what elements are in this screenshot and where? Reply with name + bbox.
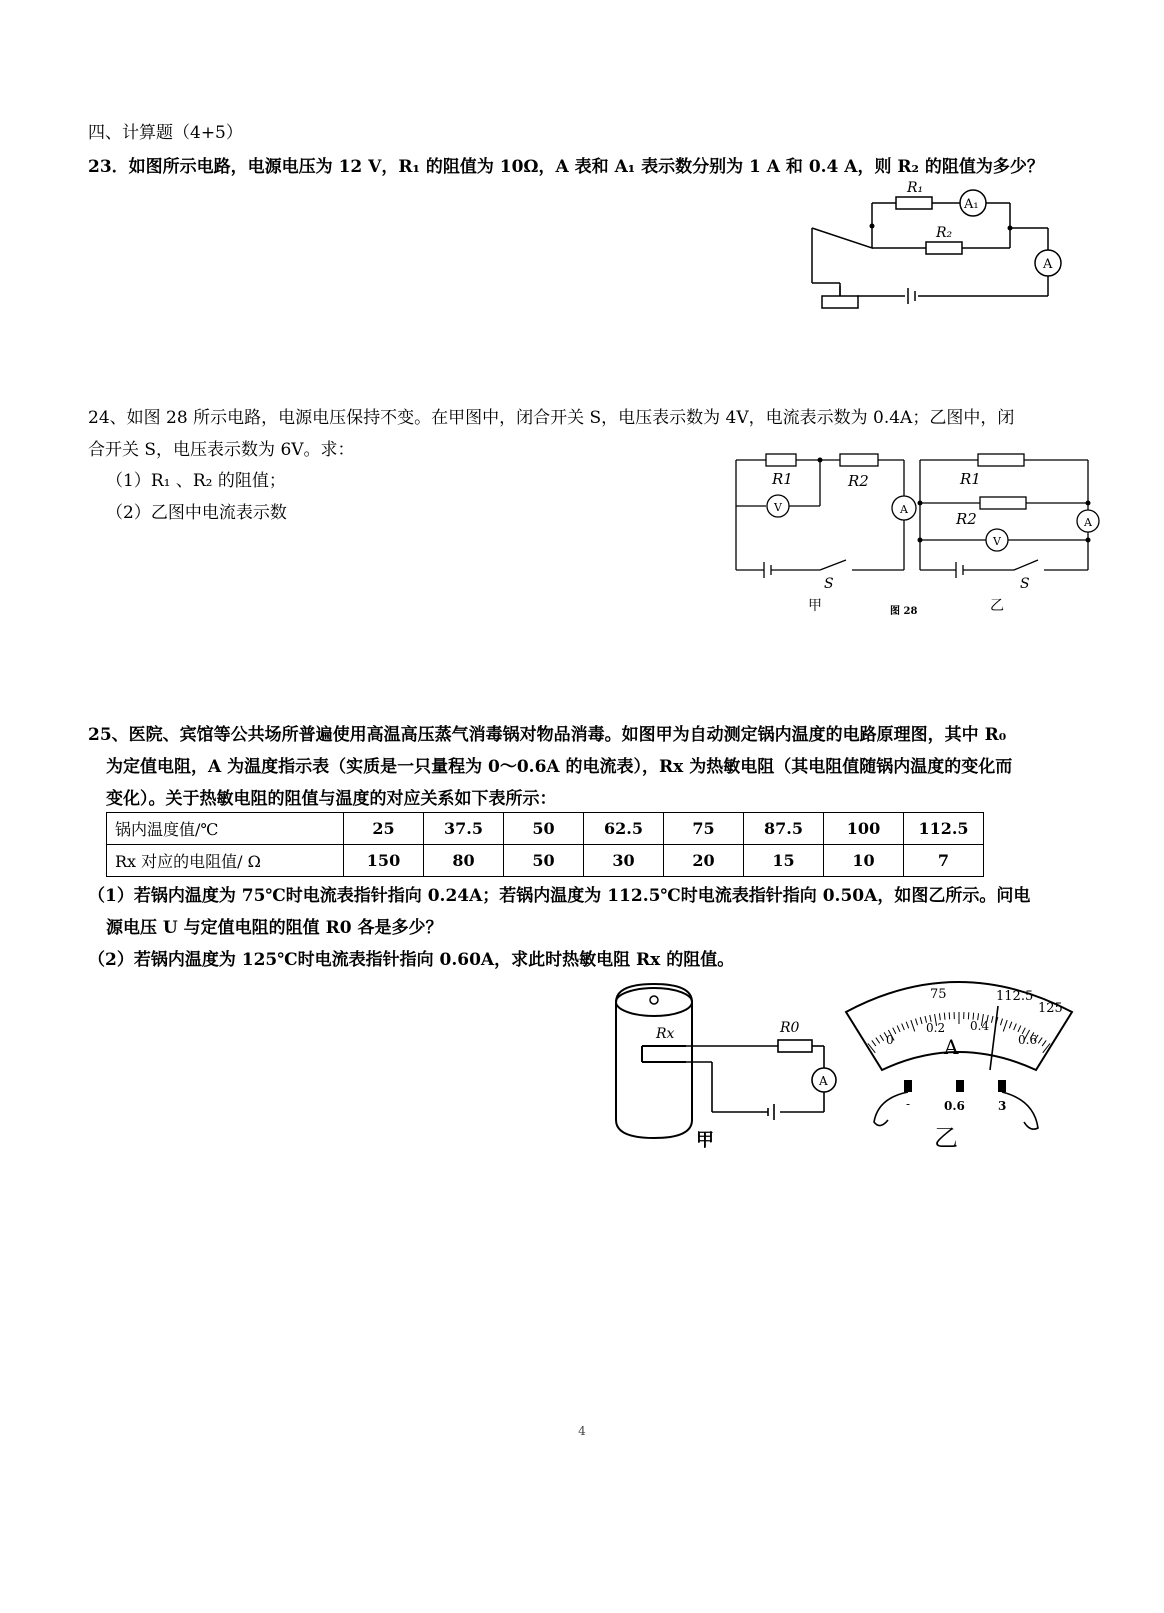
table-cell: 20: [664, 845, 744, 877]
dial-top-125: 125: [1038, 1001, 1063, 1016]
dial-unit-a: A: [944, 1035, 959, 1059]
table-header-resistance: Rx 对应的电阻值/ Ω: [107, 845, 344, 877]
dial-tick: [897, 1026, 900, 1032]
q24-yi-a: A: [1084, 516, 1092, 529]
table-cell: 30: [584, 845, 664, 877]
dial-tick: [876, 1038, 880, 1044]
q24-sub1: （1）R₁ 、R₂ 的阻值；: [106, 471, 286, 491]
q23-label-r1: R₁: [907, 180, 924, 196]
dial-tick: [939, 1013, 940, 1020]
table-cell: 50: [504, 813, 584, 845]
table-cell: 150: [344, 845, 424, 877]
q25-caption-jia: 甲: [696, 1130, 714, 1151]
dial-tick: [920, 1017, 922, 1024]
table-cell: 50: [504, 845, 584, 877]
dial-bottom-06: 0.6: [1018, 1033, 1038, 1047]
q24-caption-fig: 图 28: [890, 606, 918, 617]
dial-tick: [902, 1024, 905, 1030]
q24-jia-a: A: [900, 503, 908, 516]
dial-tick: [906, 1022, 908, 1029]
dial-tick: [880, 1035, 884, 1041]
dial-terminals: [904, 1080, 1006, 1092]
q24-caption-jia: 甲: [808, 598, 822, 614]
q25-label-a: A: [819, 1074, 828, 1088]
q25-line3: 变化）。关于热敏电阻的阻值与温度的对应关系如下表所示：: [106, 789, 557, 809]
table-cell: 7: [904, 845, 984, 877]
dial-bottom-02: 0.2: [926, 1021, 946, 1035]
table-row: [107, 813, 984, 845]
q25-label-rx: Rx: [656, 1026, 675, 1042]
q23-label-r2: R₂: [936, 225, 953, 241]
q24-circuit-diagrams: [728, 448, 1108, 623]
table-cell: 75: [664, 813, 744, 845]
page-number: 4: [578, 1424, 586, 1438]
dial-top-75: 75: [930, 987, 947, 1002]
q25-line2: 为定值电阻，A 为温度指示表（实质是一只量程为 0～0.6A 的电流表），Rx 为热敏电阻（其电阻值随锅内温度的变化而: [106, 757, 1013, 777]
q25-line1: 25、医院、宾馆等公共场所普遍使用高温高压蒸气消毒锅对物品消毒。如图甲为自动测定锅内温度的电路原理图，其中 R₀: [88, 725, 1007, 745]
q24-jia-r2: R2: [848, 472, 869, 490]
dial-tick: [911, 1020, 915, 1031]
terminal-06: 0.6: [944, 1099, 965, 1113]
dial-top-112: 112.5: [996, 989, 1034, 1004]
q24-sub2: （2）乙图中电流表示数: [106, 503, 287, 523]
dial-tick: [1042, 1040, 1046, 1046]
dial-bottom-04: 0.4: [970, 1019, 990, 1033]
dial-tick: [1038, 1038, 1042, 1044]
q24-yi-r2: R2: [956, 510, 977, 528]
q25-label-r0: R0: [780, 1020, 800, 1036]
q24-line1: 24、如图 28 所示电路，电源电压保持不变。在甲图中，闭合开关 S，电压表示数为 4V，电流表示数为 0.4A；乙图中，闭: [88, 408, 1015, 428]
table-cell: 62.5: [584, 813, 664, 845]
q25-ammeter-dial: [838, 970, 1083, 1155]
dial-tick: [872, 1040, 876, 1046]
q24-yi-s: S: [1020, 576, 1030, 592]
table-cell: 10: [824, 845, 904, 877]
q25-sub2: （2）若锅内温度为 125℃时电流表指针指向 0.60A，求此时热敏电阻 Rx 的阻值。: [88, 950, 735, 970]
dial-tick: [944, 1013, 945, 1020]
q23-label-a1: A₁: [964, 197, 979, 212]
table-row: [107, 845, 984, 877]
q23-text: 23．如图所示电路，电源电压为 12 V，R₁ 的阻值为 10Ω，A 表和 A₁ 表示数分别为 1 A 和 0.4 A，则 R₂ 的阻值为多少？: [88, 157, 1044, 177]
dial-bottom-0: 0: [886, 1033, 894, 1047]
q24-jia-v: V: [774, 501, 782, 514]
table-cell: 87.5: [744, 813, 824, 845]
q24-line2: 合开关 S，电压表示数为 6V。求：: [88, 440, 355, 460]
table-cell: 80: [424, 845, 504, 877]
table-cell: 15: [744, 845, 824, 877]
q24-jia-s: S: [824, 576, 834, 592]
table-header-temperature: 锅内温度值/℃: [107, 813, 344, 845]
q23-circuit-diagram: [800, 178, 1070, 318]
dial-tick: [915, 1019, 917, 1026]
q24-caption-yi: 乙: [990, 598, 1004, 614]
terminal-3: 3: [998, 1099, 1007, 1113]
thermistor-table: [106, 812, 984, 877]
dial-tick: [991, 1016, 993, 1023]
q25-sub1b: 源电压 U 与定值电阻的阻值 R0 各是多少？: [106, 918, 443, 938]
q24-yi-v: V: [993, 535, 1001, 548]
dial-tick: [1009, 1022, 1011, 1029]
terminal-minus: -: [906, 1097, 911, 1111]
q25-sub1a: （1）若锅内温度为 75℃时电流表指针指向 0.24A；若锅内温度为 112.5℃时电流表指针指向 0.50A，如图乙所示。问电: [88, 886, 1031, 906]
table-cell: 112.5: [904, 813, 984, 845]
dial-tick: [1018, 1026, 1021, 1032]
q24-jia-r1: R1: [772, 470, 793, 488]
q25-caption-yi: 乙: [934, 1124, 958, 1152]
table-cell: 37.5: [424, 813, 504, 845]
section-title: 四、计算题（4+5）: [88, 123, 243, 143]
q24-yi-r1: R1: [960, 470, 981, 488]
dial-tick: [1003, 1020, 1007, 1031]
table-cell: 25: [344, 813, 424, 845]
q25-sterilizer-circuit: [608, 980, 838, 1155]
table-cell: 100: [824, 813, 904, 845]
q23-label-a: A: [1043, 257, 1053, 272]
dial-tick: [1000, 1019, 1002, 1026]
dial-tick: [1014, 1024, 1017, 1030]
